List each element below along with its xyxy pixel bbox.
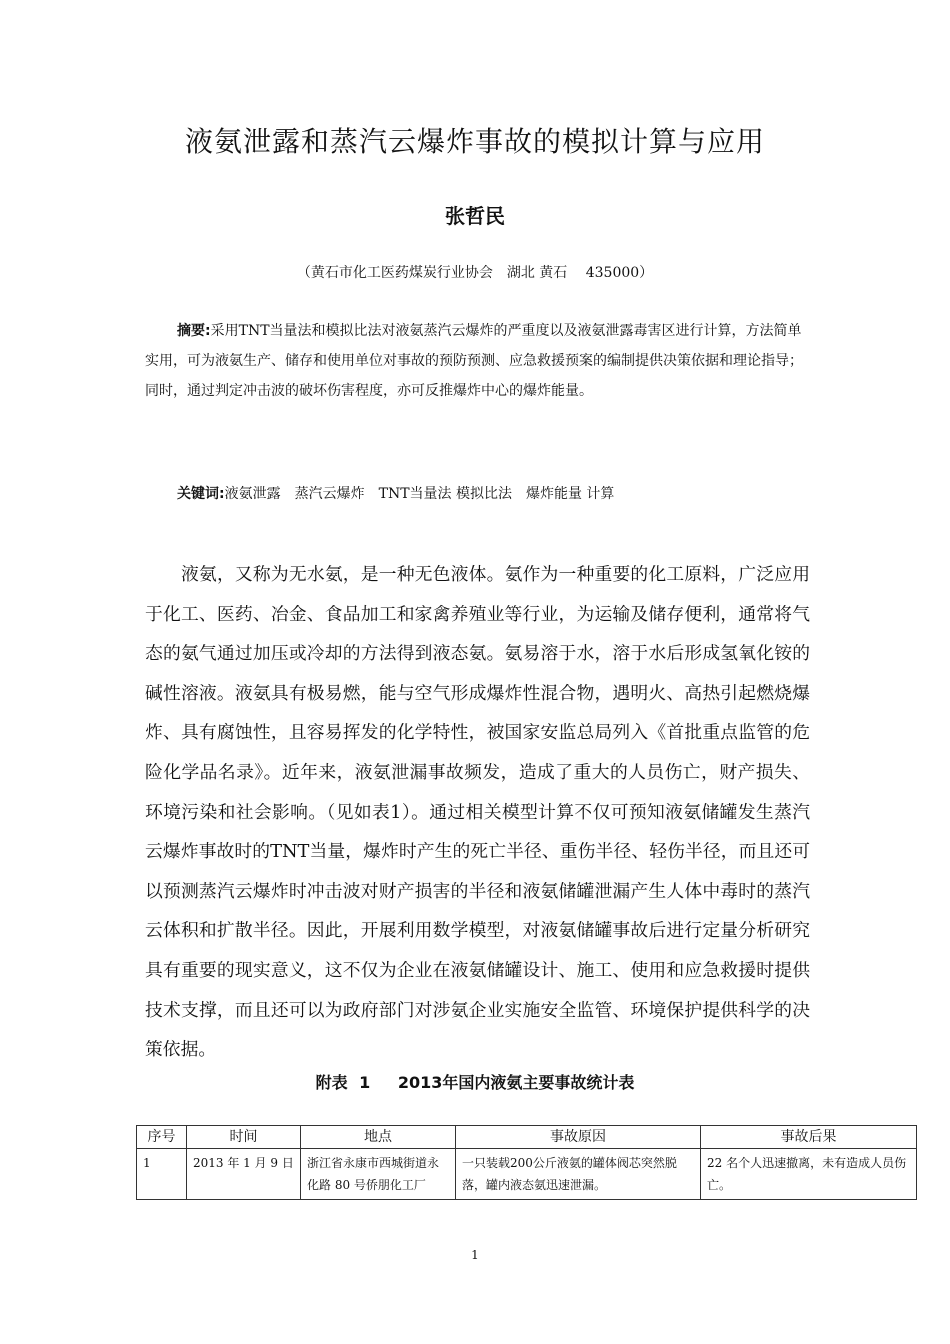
keywords <box>177 480 817 508</box>
header-no: 序号 <box>137 1126 187 1149</box>
cell-cause: 一只装载200公斤液氨的罐体阀芯突然脱落，罐内液态氨迅速泄漏。 <box>456 1149 701 1200</box>
cell-no: 1 <box>137 1149 187 1200</box>
header-cause: 事故原因 <box>456 1126 701 1149</box>
accident-statistics-table <box>136 1125 917 1200</box>
abstract <box>145 316 810 406</box>
header-result: 事故后果 <box>701 1126 917 1149</box>
cell-result: 22 名个人迅速撤离，未有造成人员伤亡。 <box>701 1149 917 1200</box>
keywords-label: 关键词: <box>177 486 225 502</box>
abstract-text: 采用TNT当量法和模拟比法对液氨蒸汽云爆炸的严重度以及液氨泄露毒害区进行计算，方法简单实用，可为液氨生产、储存和使用单位对事故的预防预测、应急救援预案的编制提供决策依据和理论指导；同时，通过判定冲击波的破坏伤害程度，亦可反推爆炸中心的爆炸能量。 <box>145 323 803 399</box>
table-caption: 附表 1 2013年国内液氨主要事故统计表 <box>315 1073 635 1092</box>
paper-title: 液氨泄露和蒸汽云爆炸事故的模拟计算与应用 <box>184 125 765 158</box>
author-name: 张哲民 <box>445 204 505 228</box>
page-number: 1 <box>471 1248 479 1262</box>
abstract-label: 摘要: <box>177 323 211 339</box>
table-header-row <box>137 1126 917 1149</box>
author-affiliation: （黄石市化工医药煤炭行业协会 湖北 黄石 435000） <box>296 265 654 281</box>
body-paragraph: 液氨，又称为无水氨，是一种无色液体。氨作为一种重要的化工原料，广泛应用于化工、医药、冶金、食品加工和家禽养殖业等行业，为运输及储存便利，通常将气态的氨气通过加压或冷却的方法得到液态氨。氨易溶于水，溶于水后形成氢氧化铵的碱性溶液。液氨具有极易燃，能与空气形成爆炸性混合物，遇明火、高热引起燃烧爆炸、具有腐蚀性，且容易挥发的化学特性，被国家安监总局列入《首批重点监管的危险化学品名录》。近年来，液氨泄漏事故频发，造成了重大的人员伤亡，财产损失、环境污染和社会影响。（见如表1）。通过相关模型计算不仅可预知液氨储罐发生蒸汽云爆炸事故时的TNT当量，爆炸时产生的死亡半径、重伤半径、轻伤半径，而且还可以预测蒸汽云爆炸时冲击波对财产损害的半径和液氨储罐泄漏产生人体中毒时的蒸汽云体积和扩散半径。因此，开展利用数学模型，对液氨储罐事故后进行定量分析研究具有重要的现实意义，这不仅为企业在液氨储罐设计、施工、使用和应急救援时提供技术支撑，而且还可以为政府部门对涉氨企业实施安全监管、环境保护提供科学的决策依据。 <box>145 564 810 1061</box>
header-time: 时间 <box>187 1126 301 1149</box>
table-row <box>137 1149 917 1200</box>
cell-time: 2013 年 1 月 9 日 <box>187 1149 301 1200</box>
keywords-text: 液氨泄露 蒸汽云爆炸 TNT当量法 模拟比法 爆炸能量 计算 <box>224 486 615 502</box>
header-place: 地点 <box>301 1126 456 1149</box>
cell-place: 浙江省永康市西城街道永化路 80 号侨朋化工厂 <box>301 1149 456 1200</box>
